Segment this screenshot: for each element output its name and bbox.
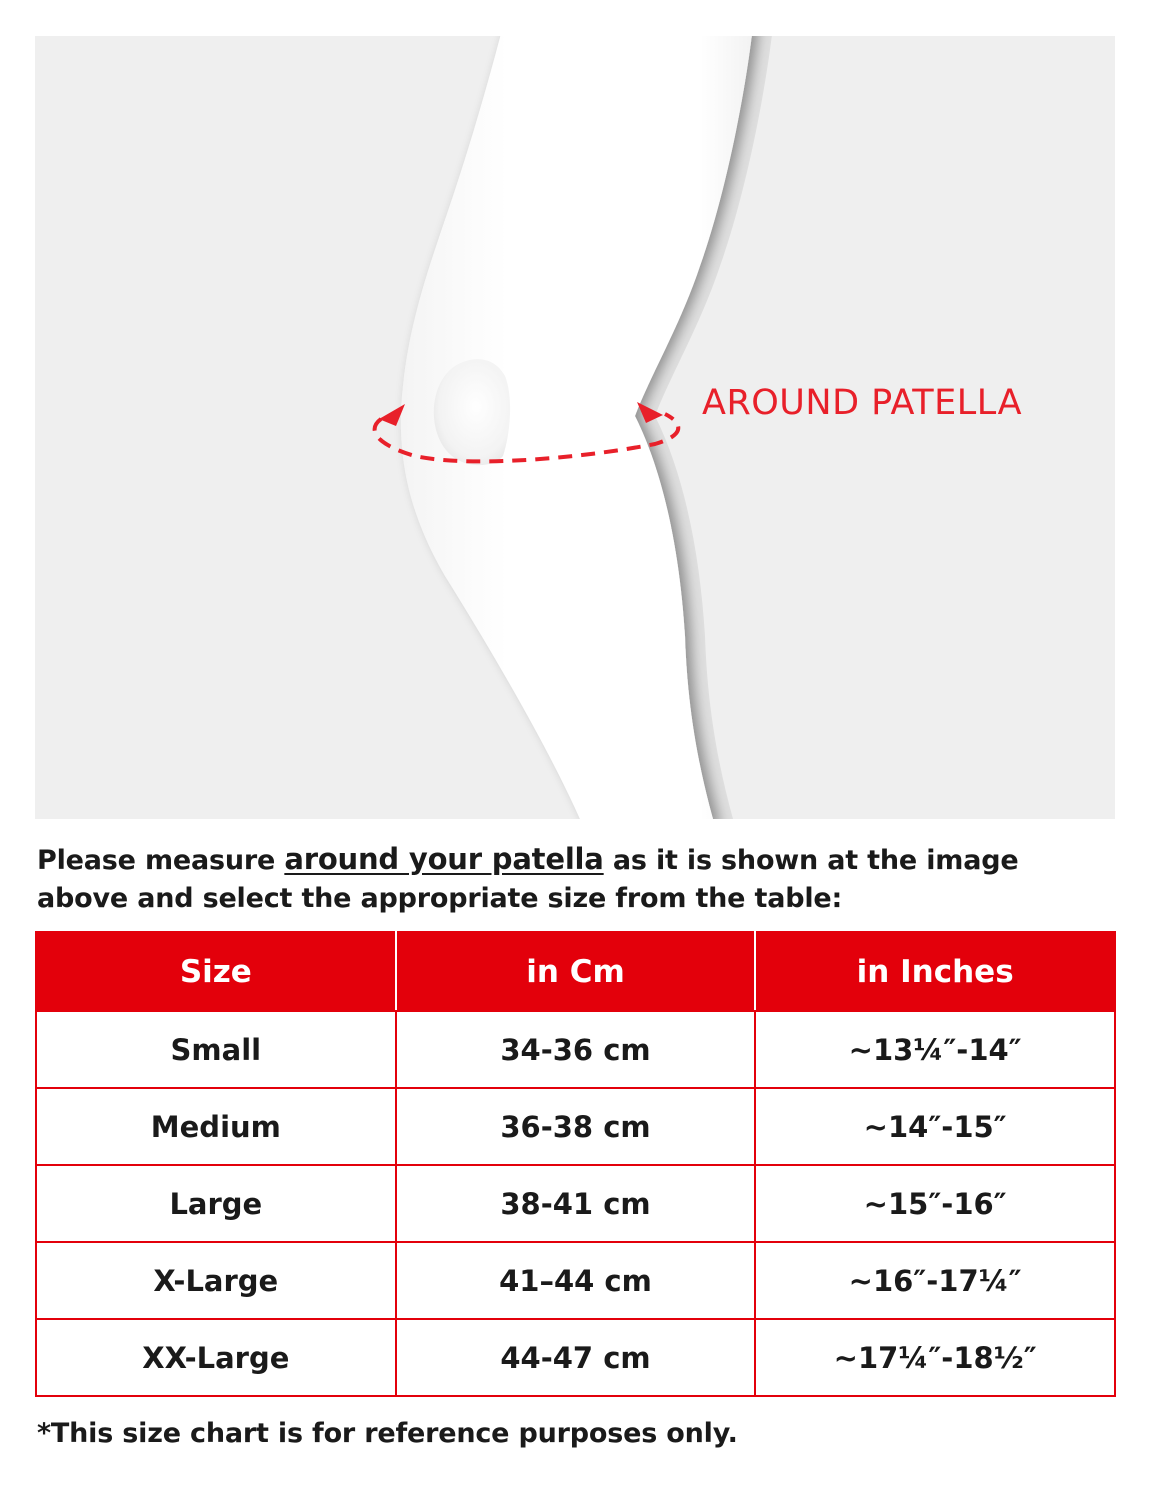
table-row	[36, 1319, 1115, 1396]
header-size: Size	[36, 932, 396, 1011]
inches-cell: ~16″-17¼″	[755, 1242, 1115, 1319]
table-row	[36, 1165, 1115, 1242]
table-row	[36, 1088, 1115, 1165]
inches-cell: ~13¼″-14″	[755, 1011, 1115, 1088]
size-cell: Medium	[36, 1088, 396, 1165]
cm-cell: 38-41 cm	[396, 1165, 756, 1242]
table-row	[36, 1242, 1115, 1319]
inches-cell: ~14″-15″	[755, 1088, 1115, 1165]
size-cell: XX-Large	[36, 1319, 396, 1396]
knee-measurement-illustration	[35, 36, 1115, 819]
inches-cell: ~15″-16″	[755, 1165, 1115, 1242]
knee-leg-drawing	[35, 36, 1115, 819]
size-cell: Large	[36, 1165, 396, 1242]
inches-cell: ~17¼″-18½″	[755, 1319, 1115, 1396]
instructions-line2: above and select the appropriate size from the table:	[37, 883, 843, 914]
cm-cell: 36-38 cm	[396, 1088, 756, 1165]
header-inches: in Inches	[755, 932, 1115, 1011]
cm-cell: 41–44 cm	[396, 1242, 756, 1319]
table-header-row	[36, 932, 1115, 1011]
size-chart-table	[35, 931, 1116, 1397]
size-cell: X-Large	[36, 1242, 396, 1319]
cm-cell: 44-47 cm	[396, 1319, 756, 1396]
cm-cell: 34-36 cm	[396, 1011, 756, 1088]
measurement-instructions	[37, 840, 1117, 918]
header-cm: in Cm	[396, 932, 756, 1011]
instructions-emphasis: around your patella	[284, 842, 604, 876]
table-row	[36, 1011, 1115, 1088]
instructions-prefix: Please measure	[37, 845, 285, 876]
size-cell: Small	[36, 1011, 396, 1088]
disclaimer-note: *This size chart is for reference purposes only.	[37, 1418, 738, 1449]
around-patella-label: AROUND PATELLA	[702, 383, 1023, 423]
instructions-suffix: as it is shown at the image	[603, 845, 1019, 876]
